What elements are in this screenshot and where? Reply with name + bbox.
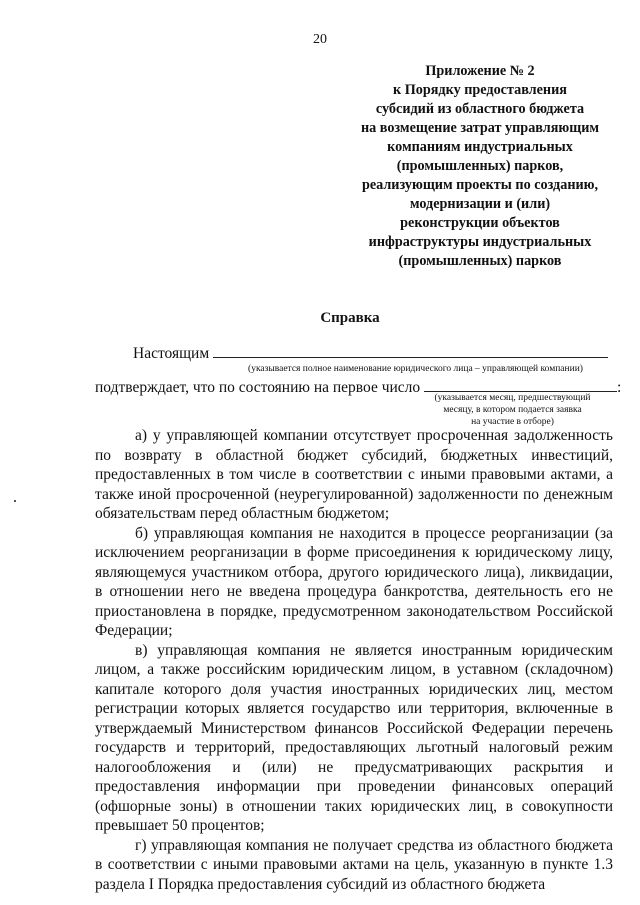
appendix-line: к Порядку предоставления [393, 82, 567, 98]
month-blank [424, 377, 617, 392]
appendix-line: (промышленных) парков [398, 253, 562, 269]
appendix-line: модернизации и (или) [409, 196, 551, 212]
month-hint-line: на участие в отборе) [471, 417, 554, 427]
appendix-line: реконструкции объектов [400, 215, 560, 231]
document-title: Справка [320, 310, 380, 326]
company-line [133, 343, 608, 363]
month-hint [415, 392, 610, 428]
confirm-text: подтверждает, что по состоянию на первое число [95, 379, 421, 396]
appendix-header [330, 62, 630, 271]
paragraph-c: в) управляющая компания не является иностранным юридическим лицом, а также российским юридическим лицом, в уставном (складочном) капитале которого доля участия иностранных юридических лиц, местом регистрации которых является государство или территория, включенные в утверждаемый Министерством финансов Российской Федерации перечень государств и территорий, предоставляющих льготный налоговый режим налогообложения и (или) не предусматривающих раскрытия и предоставления информации при проведении финансовых операций (офшорные зоны) в отношении таких юридических лиц, в совокупности превышает 50 процентов; [95, 641, 613, 834]
company-hint: (указывается полное наименование юридического лица – управляющей компании) [248, 364, 583, 374]
appendix-line: (промышленных) парков, [396, 158, 564, 174]
company-name-blank [213, 343, 608, 358]
month-hint-line: месяцу, в котором подается заявка [443, 405, 582, 415]
appendix-line: Приложение № 2 [425, 63, 535, 79]
appendix-line: инфраструктуры индустриальных [368, 234, 592, 250]
page-number: 20 [313, 32, 327, 47]
paragraph-d: г) управляющая компания не получает средства из областного бюджета в соответствии с иными правовыми актами на цель, указанную в пункте 1.3 раздела I Порядка предоставления субсидий из областного бюджета [95, 836, 613, 893]
lead-text: Настоящим [133, 345, 210, 362]
paragraph-b: б) управляющая компания не находится в процессе реорганизации (за исключением реорганизации в форме присоединения к юридическому лицу, являющемуся участником отбора, другого юридического лица), ликвидации, в отношении него не введена процедура банкротства, деятельность его не приостановлена в порядке, предусмотренном законодательством Российской Федерации; [95, 524, 613, 639]
document-body [95, 426, 613, 894]
scan-mark [14, 500, 16, 502]
appendix-line: субсидий из областного бюджета [375, 101, 585, 117]
colon-text: : [617, 379, 622, 396]
appendix-line: компаниям индустриальных [387, 139, 573, 155]
appendix-line: реализующим проекты по созданию, [361, 177, 599, 193]
appendix-line: на возмещение затрат управляющим [360, 120, 600, 136]
month-hint-line: (указывается месяц, предшествующий [434, 393, 591, 403]
paragraph-a: а) у управляющей компании отсутствует просроченная задолженность по возврату в областной бюджет субсидий, бюджетных инвестиций, предоставленных в том числе в соответствии с иными правовыми актами, а также иной просроченной (неурегулированной) задолженности по денежным обязательствам перед областным бюджетом; [95, 427, 613, 522]
